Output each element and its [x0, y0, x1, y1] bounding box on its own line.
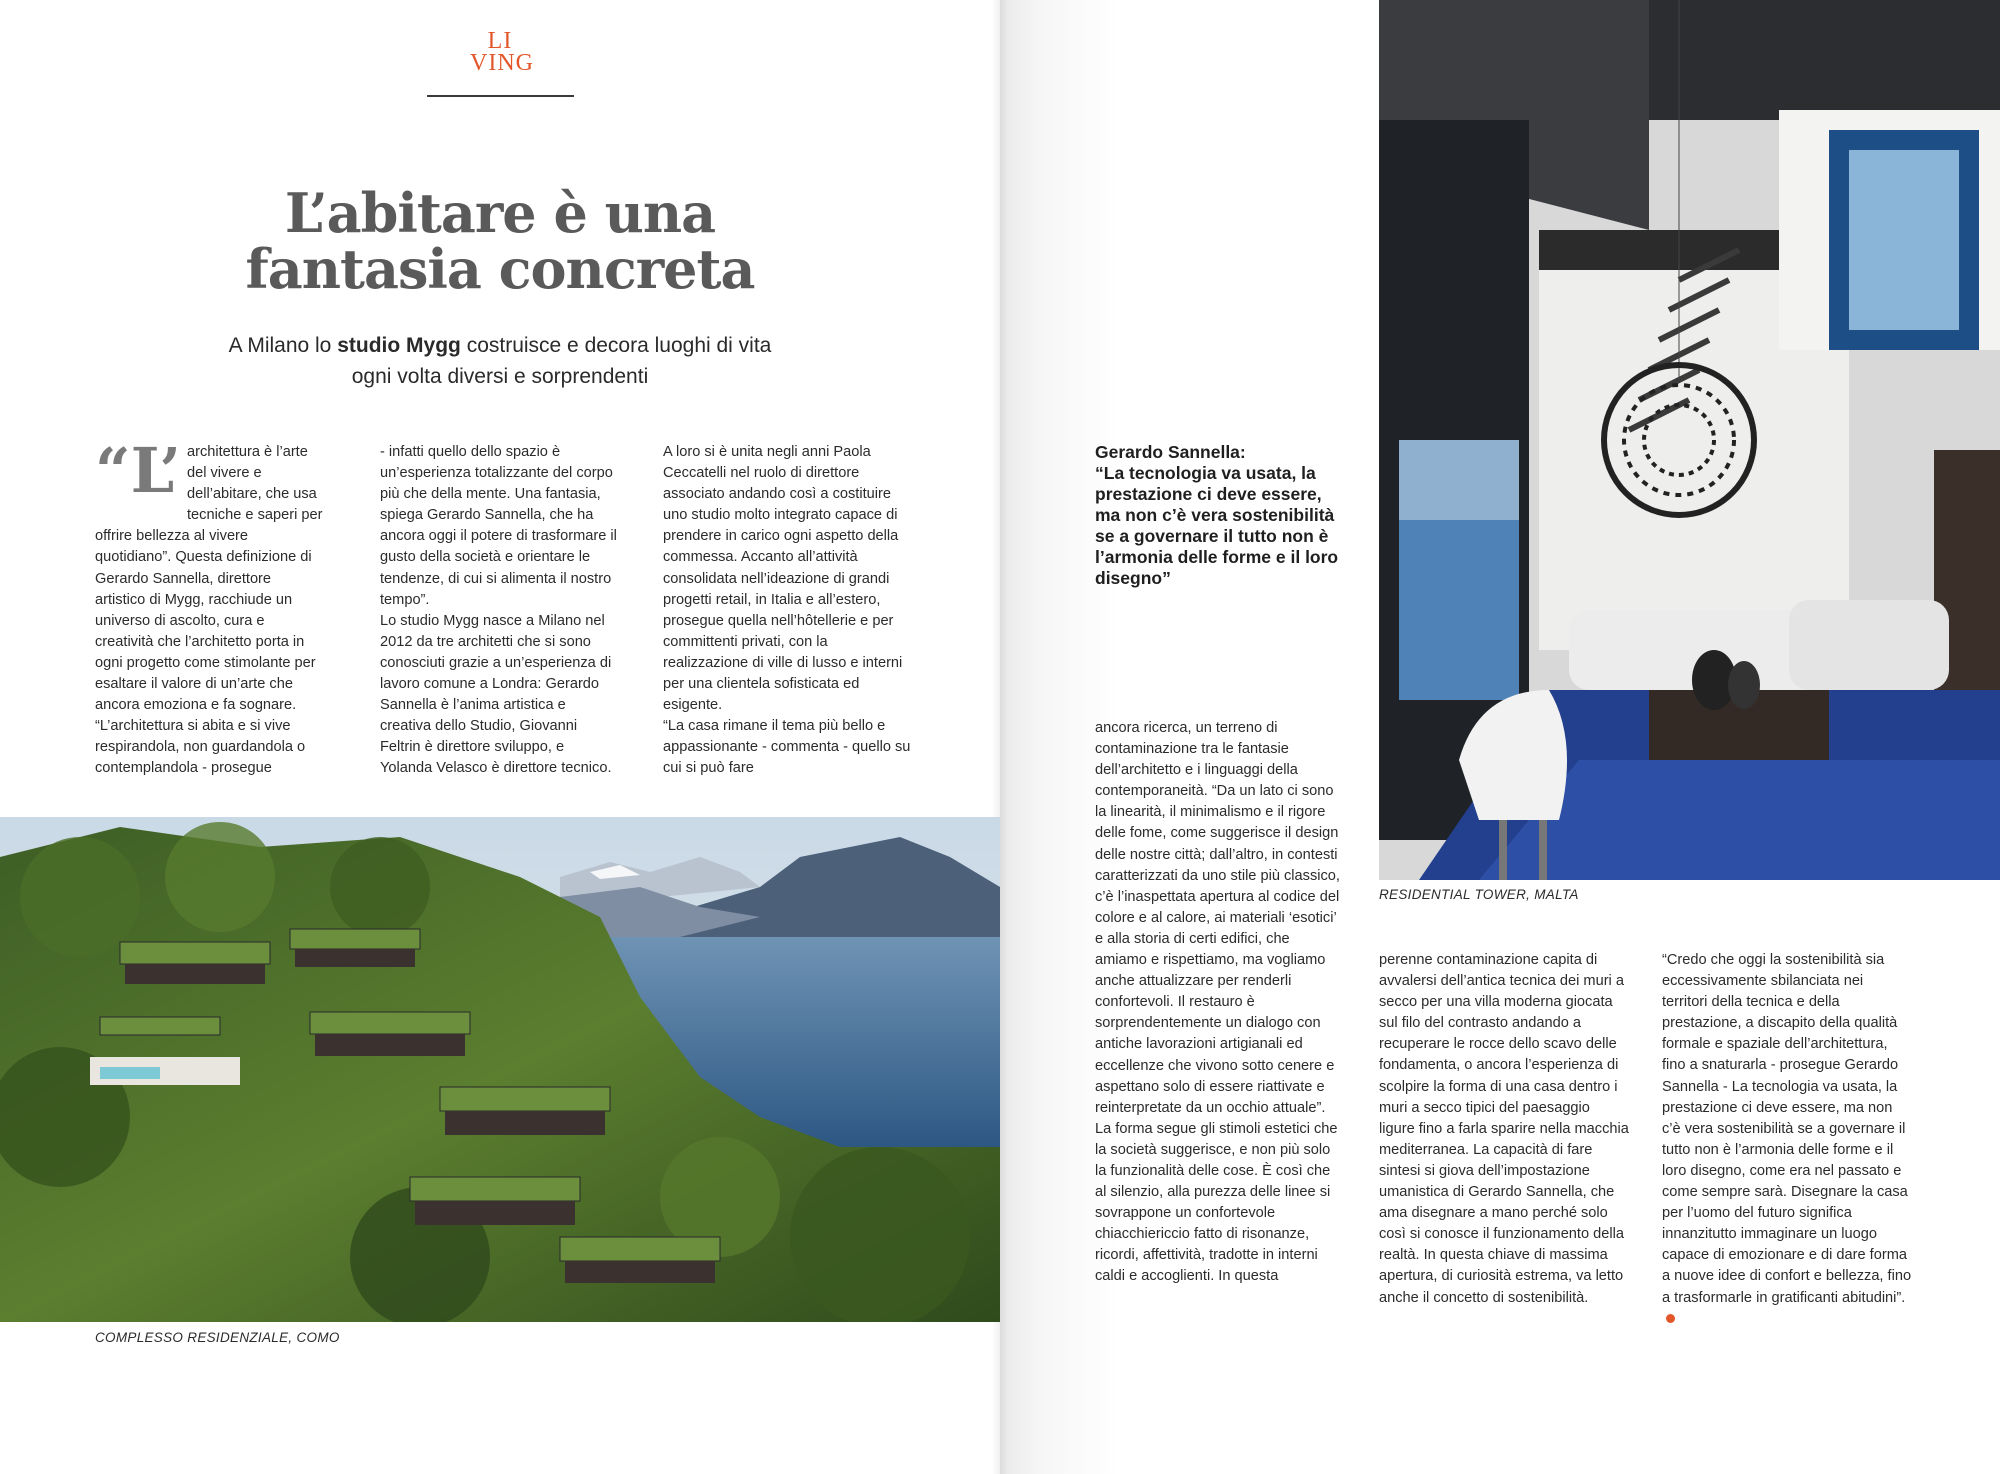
- pull-quote-author: Gerardo Sannella:: [1095, 442, 1246, 462]
- photo-como-residential: [0, 817, 1000, 1322]
- column-3-para-2: “La casa rimane il tema più bello e appassionante - commenta - quello su cui si può fare: [663, 718, 911, 777]
- malta-interior-image: [1379, 0, 2000, 880]
- pull-quote-text: “La tecnologia va usata, la prestazione ci deve essere, ma non c’è vera sostenibilità se a governare il tutto non è l’armonia delle forme e il loro disegno”: [1095, 463, 1339, 588]
- column-4-para-1: ancora ricerca, un terreno di contaminazione tra le fantasie dell’architetto e i linguaggi della contemporaneità. “Da un lato ci sono la linearità, il minimalismo e il rigore delle fome, come suggerisce il design delle nostre città; dall’altro, in contesti caratterizzati da uno stile più classico, c’è l’inaspettata apertura al codice del colore e al calore, ai materiali ‘esotici’ e alla storia di certi edifici, che amiamo e rispettiamo, ma vogliamo anche attualizzare per renderli confortevoli. Il restauro è sorprendentemente un dialogo con antiche lavorazioni artigianali ed eccellenze che vivono sotto cenere e aspettano solo di essere riattivate e reinterpretate da un occhio attuale”.: [1095, 720, 1340, 1116]
- subtitle-text-b: costruisce e decora luoghi di vita: [460, 334, 772, 357]
- headline-line1: L’abitare è una: [284, 181, 716, 245]
- headline-line2: fantasia concreta: [245, 237, 755, 301]
- column-6-body: “Credo che oggi la sostenibilità sia eccessivamente sbilanciata nei territori della tecnica e della prestazione, a discapito della qualità formale e spaziale dell’architettura, fino a snaturarla - prosegue Gerardo Sannella - La tecnologia va usata, la prestazione ci deve essere, ma non c’è vera sostenibilità se a governare il tutto non è l’armonia delle forme e il loro disegno, come era nel passato e come sempre sarà. Disegnare la casa per l’uomo del futuro significa innanzitutto immaginare un luogo capace di emozionare e di dare forma a nuove idee di confort e bellezza, fino a trasformarle in gratificanti abitudini”.: [1662, 952, 1912, 1306]
- section-logo-line1: LI: [487, 28, 513, 54]
- drop-cap: “L’: [95, 434, 181, 507]
- column-3-para-1: A loro si è unita negli anni Paola Ceccatelli nel ruolo di direttore associato andando così a costituire uno studio molto integrato capace di prendere in carico ogni aspetto della commessa. Accanto all’attività consolidata nell’ideazione di grandi progetti retail, in Italia e all’estero, prosegue quella nell’hôtellerie e per committenti privati, con la realizzazione di ville di lusso e interni per una clientela sofisticata ed esigente.: [663, 444, 903, 714]
- caption-como: COMPLESSO RESIDENZIALE, COMO: [95, 1330, 340, 1345]
- end-mark-icon: [1666, 1314, 1675, 1323]
- subtitle-line1: [160, 330, 840, 361]
- column-4-para-2: La forma segue gli stimoli estetici che la società suggerisce, e non più solo la funzionalità delle cose. È così che al silenzio, alla purezza delle linee si sovrappone un confortevole chiacchiericcio fatto di risonanze, ricordi, affettività, tradotte in interni caldi e accoglienti. In questa: [1095, 1120, 1338, 1285]
- article-headline: [160, 181, 840, 301]
- article-column-1: [95, 434, 325, 780]
- section-logo: [470, 28, 534, 76]
- pull-quote: [1095, 442, 1345, 589]
- article-column-2: [380, 442, 620, 780]
- article-column-4: [1095, 718, 1345, 1288]
- subtitle-line2: ogni volta diversi e sorprendenti: [351, 365, 649, 388]
- subtitle-bold: studio Mygg: [337, 334, 461, 357]
- article-column-5: [1379, 950, 1629, 1309]
- section-logo-line2: VING: [470, 50, 534, 76]
- caption-malta: RESIDENTIAL TOWER, MALTA: [1379, 887, 1579, 902]
- column-6-text: [1662, 950, 1912, 1330]
- column-2-para-1: - infatti quello dello spazio è un’esperienza totalizzante del corpo più che della mente. Una fantasia, spiega Gerardo Sannella, che ha ancora oggi il potere di trasformare il gusto della società e orientare le tendenze, di cui si alimenta il nostro tempo”.: [380, 444, 617, 608]
- como-landscape-image: [0, 817, 1000, 1322]
- article-column-6: [1662, 950, 1912, 1330]
- section-divider: [427, 95, 574, 97]
- article-column-3: [663, 442, 913, 780]
- subtitle-text-a: A Milano lo: [228, 334, 338, 357]
- photo-malta-tower: [1379, 0, 2000, 880]
- article-subtitle: [160, 330, 840, 392]
- column-1-text: architettura è l’arte del vivere e dell’abitare, che usa tecniche e saperi per offrire bellezza al vivere quotidiano”. Questa definizione di Gerardo Sannella, direttore artistico di Mygg, racchiude un universo di ascolto, cura e creatività che l’architetto porta in ogni progetto come stimolante per esaltare il valore di un’arte che ancora emoziona e fa sognare. “L’architettura si abita e si vive respirandola, non guardandola o contemplandola - prosegue: [95, 444, 323, 777]
- column-2-para-2: Lo studio Mygg nasce a Milano nel 2012 da tre architetti che si sono conosciuti grazie a un’esperienza di lavoro comune a Londra: Gerardo Sannella è l’anima artistica e creativa dello Studio, Giovanni Feltrin è direttore sviluppo, e Yolanda Velasco è direttore tecnico.: [380, 612, 612, 777]
- column-5-text: perenne contaminazione capita di avvalersi dell’antica tecnica dei muri a secco per una villa moderna giocata sul filo del contrasto andando a recuperare le rocce dello scavo delle fondamenta, o ancora l’esperienza di scolpire la forma di una casa dentro i muri a secco tipici del paesaggio ligure fino a farla sparire nella macchia mediterranea. La capacità di fare sintesi si giova dell’impostazione umanistica di Gerardo Sannella, che ama disegnare a mano perché solo così si conosce il funzionamento della realtà. In questa chiave di massima apertura, di curiosità estrema, va letto anche il concetto di sostenibilità.: [1379, 952, 1629, 1306]
